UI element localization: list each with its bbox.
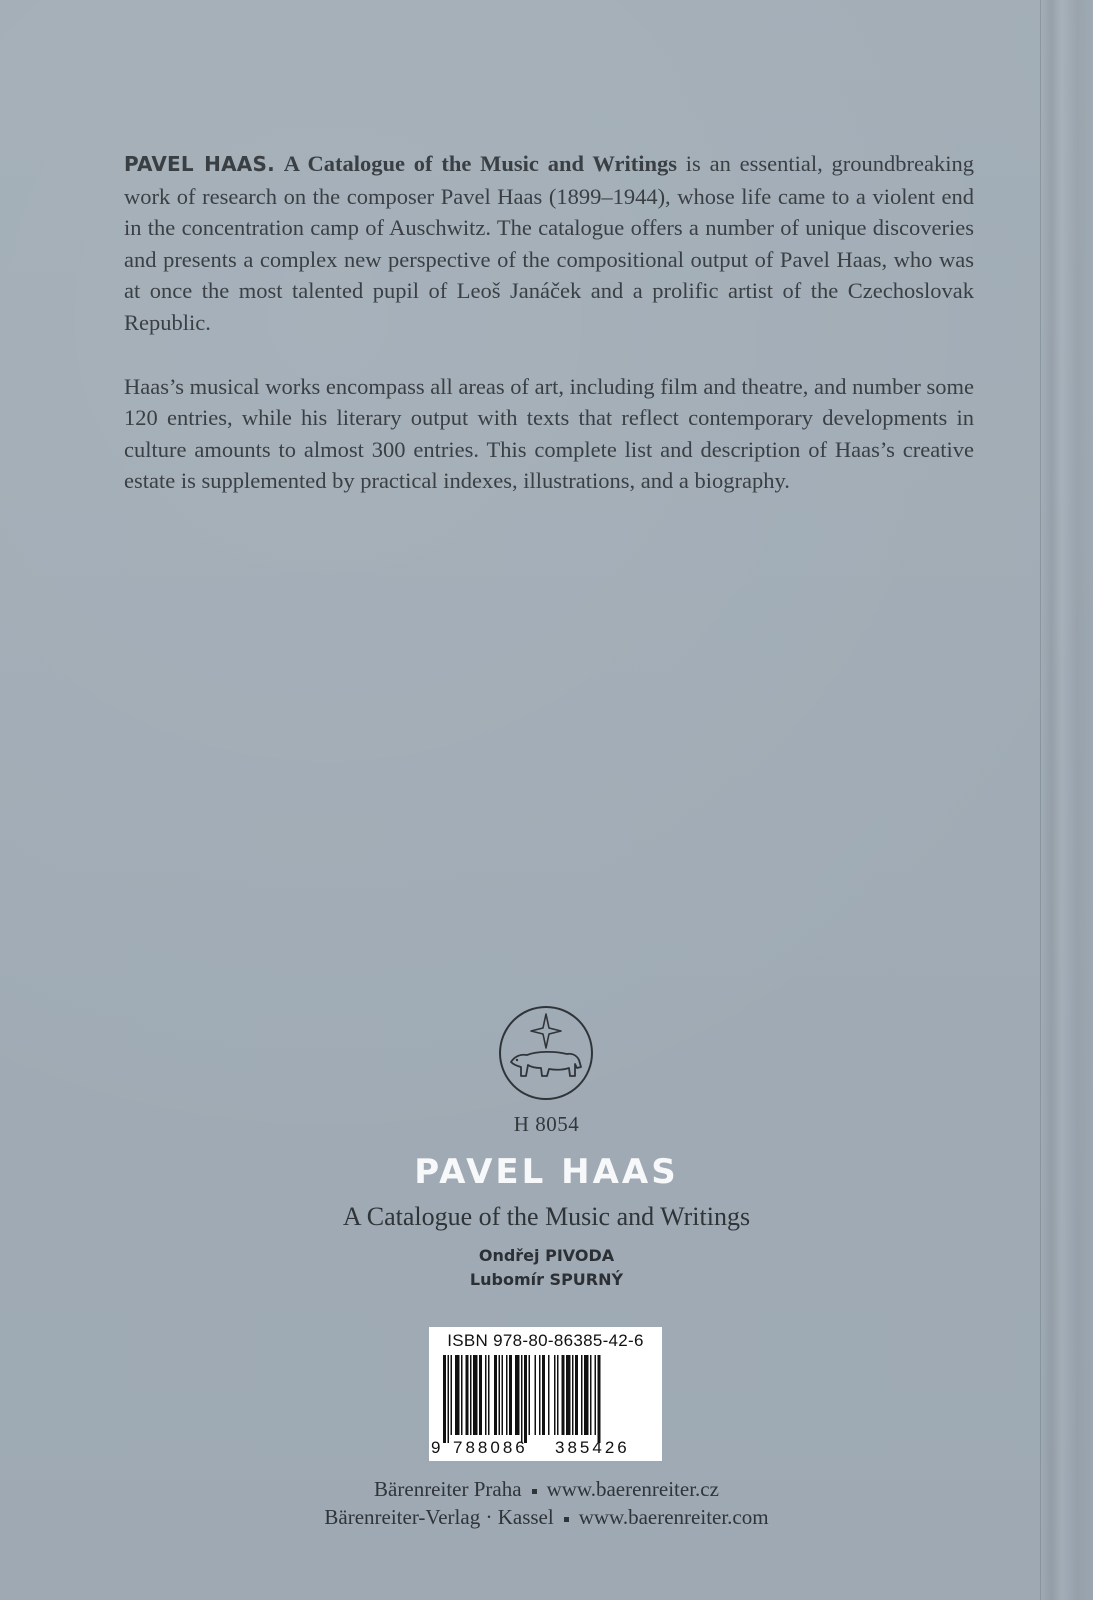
barcode-bar — [584, 1355, 589, 1435]
barcode-bar — [502, 1355, 504, 1435]
barcode-bar — [485, 1355, 487, 1435]
blurb-lead-title: PAVEL HAAS. — [124, 152, 275, 176]
publisher-praha-name: Bärenreiter Praha — [374, 1477, 522, 1501]
barcode-bar — [473, 1355, 478, 1435]
barcode-bar — [461, 1355, 463, 1435]
barcode-digit-group-1: 788086 — [453, 1438, 528, 1457]
separator-dot — [532, 1489, 537, 1494]
book-title: PAVEL HAAS — [414, 1152, 679, 1192]
barcode-bar — [562, 1355, 565, 1435]
barcode-bar — [598, 1355, 601, 1443]
cover-blurb — [124, 148, 974, 497]
barcode-bar — [590, 1355, 592, 1435]
barcode-bar — [488, 1355, 490, 1435]
blurb-paragraph-1 — [124, 148, 974, 339]
barcode-bar — [575, 1355, 578, 1435]
barcode-bar — [443, 1355, 446, 1443]
barcode-bar — [506, 1355, 508, 1435]
barcode-bar — [479, 1355, 482, 1435]
barcode-bar — [509, 1355, 512, 1435]
barcode-bar — [554, 1355, 556, 1435]
publisher-line-2 — [0, 1505, 1093, 1530]
catalogue-number: H 8054 — [513, 1112, 580, 1136]
publisher-kassel-name: Bärenreiter-Verlag · Kassel — [324, 1505, 554, 1529]
book-subtitle: A Catalogue of the Music and Writings — [342, 1202, 751, 1231]
publisher-praha-url: www.baerenreiter.cz — [546, 1477, 719, 1501]
barcode-bar — [448, 1355, 450, 1443]
barcode-bar — [535, 1355, 537, 1435]
barcode-digit-group-2: 385426 — [555, 1438, 630, 1457]
barcode-digit-first: 9 — [431, 1438, 441, 1457]
barcode-bar — [524, 1355, 527, 1443]
barcode-bar — [595, 1355, 597, 1435]
blurb-paragraph-1-text: is an essential, groundbreaking work of research on the composer Pavel Haas (1899–1944), whose life came to a violent end in the concentration camp of Auschwitz. The catalogue offers a number of unique discoveries and presents a complex new perspective of the compositional output of Pavel Haas, who was at once the most talented pupil of Leoš Janáček and a prolific artist of the Czechoslovak Republic. — [124, 151, 974, 335]
baerenreiter-bear-star-logo-icon — [497, 1004, 595, 1102]
barcode-bar — [581, 1355, 583, 1435]
barcode-bar — [539, 1355, 541, 1435]
barcode-bar — [521, 1355, 523, 1443]
author-2: Lubomír SPURNÝ — [469, 1270, 624, 1289]
barcode-bar — [470, 1355, 472, 1435]
isbn-barcode — [429, 1327, 662, 1461]
spine-edge — [1040, 0, 1093, 1600]
blurb-lead-subtitle: A Catalogue of the Music and Writings — [283, 151, 677, 176]
barcode-bar — [548, 1355, 550, 1435]
publisher-kassel-url: www.baerenreiter.com — [578, 1505, 769, 1529]
isbn-label: ISBN 978-80-86385-42-6 — [447, 1331, 644, 1350]
barcode-bar — [529, 1355, 531, 1435]
barcode-bar — [542, 1355, 545, 1435]
barcode-bar — [515, 1355, 520, 1435]
barcode-bar — [557, 1355, 559, 1435]
author-1: Ondřej PIVODA — [478, 1246, 615, 1265]
barcode-bar — [466, 1355, 469, 1435]
barcode-bar — [455, 1355, 460, 1435]
barcode-bar — [494, 1355, 497, 1435]
barcode-bar — [451, 1355, 453, 1435]
barcode-bar — [566, 1355, 571, 1435]
publisher-line-1 — [0, 1477, 1093, 1502]
barcode-bars — [439, 1355, 652, 1443]
barcode-bar — [499, 1355, 501, 1435]
separator-dot — [564, 1517, 569, 1522]
barcode-bar — [572, 1355, 574, 1435]
blurb-paragraph-2: Haas’s musical works encompass all areas of art, including film and theatre, and number some 120 entries, while his literary output with texts that reflect contemporary developments in culture amounts to almost 300 entries. This complete list and description of Haas’s creative estate is supplemented by practical indexes, illustrations, and a biography. — [124, 373, 974, 494]
